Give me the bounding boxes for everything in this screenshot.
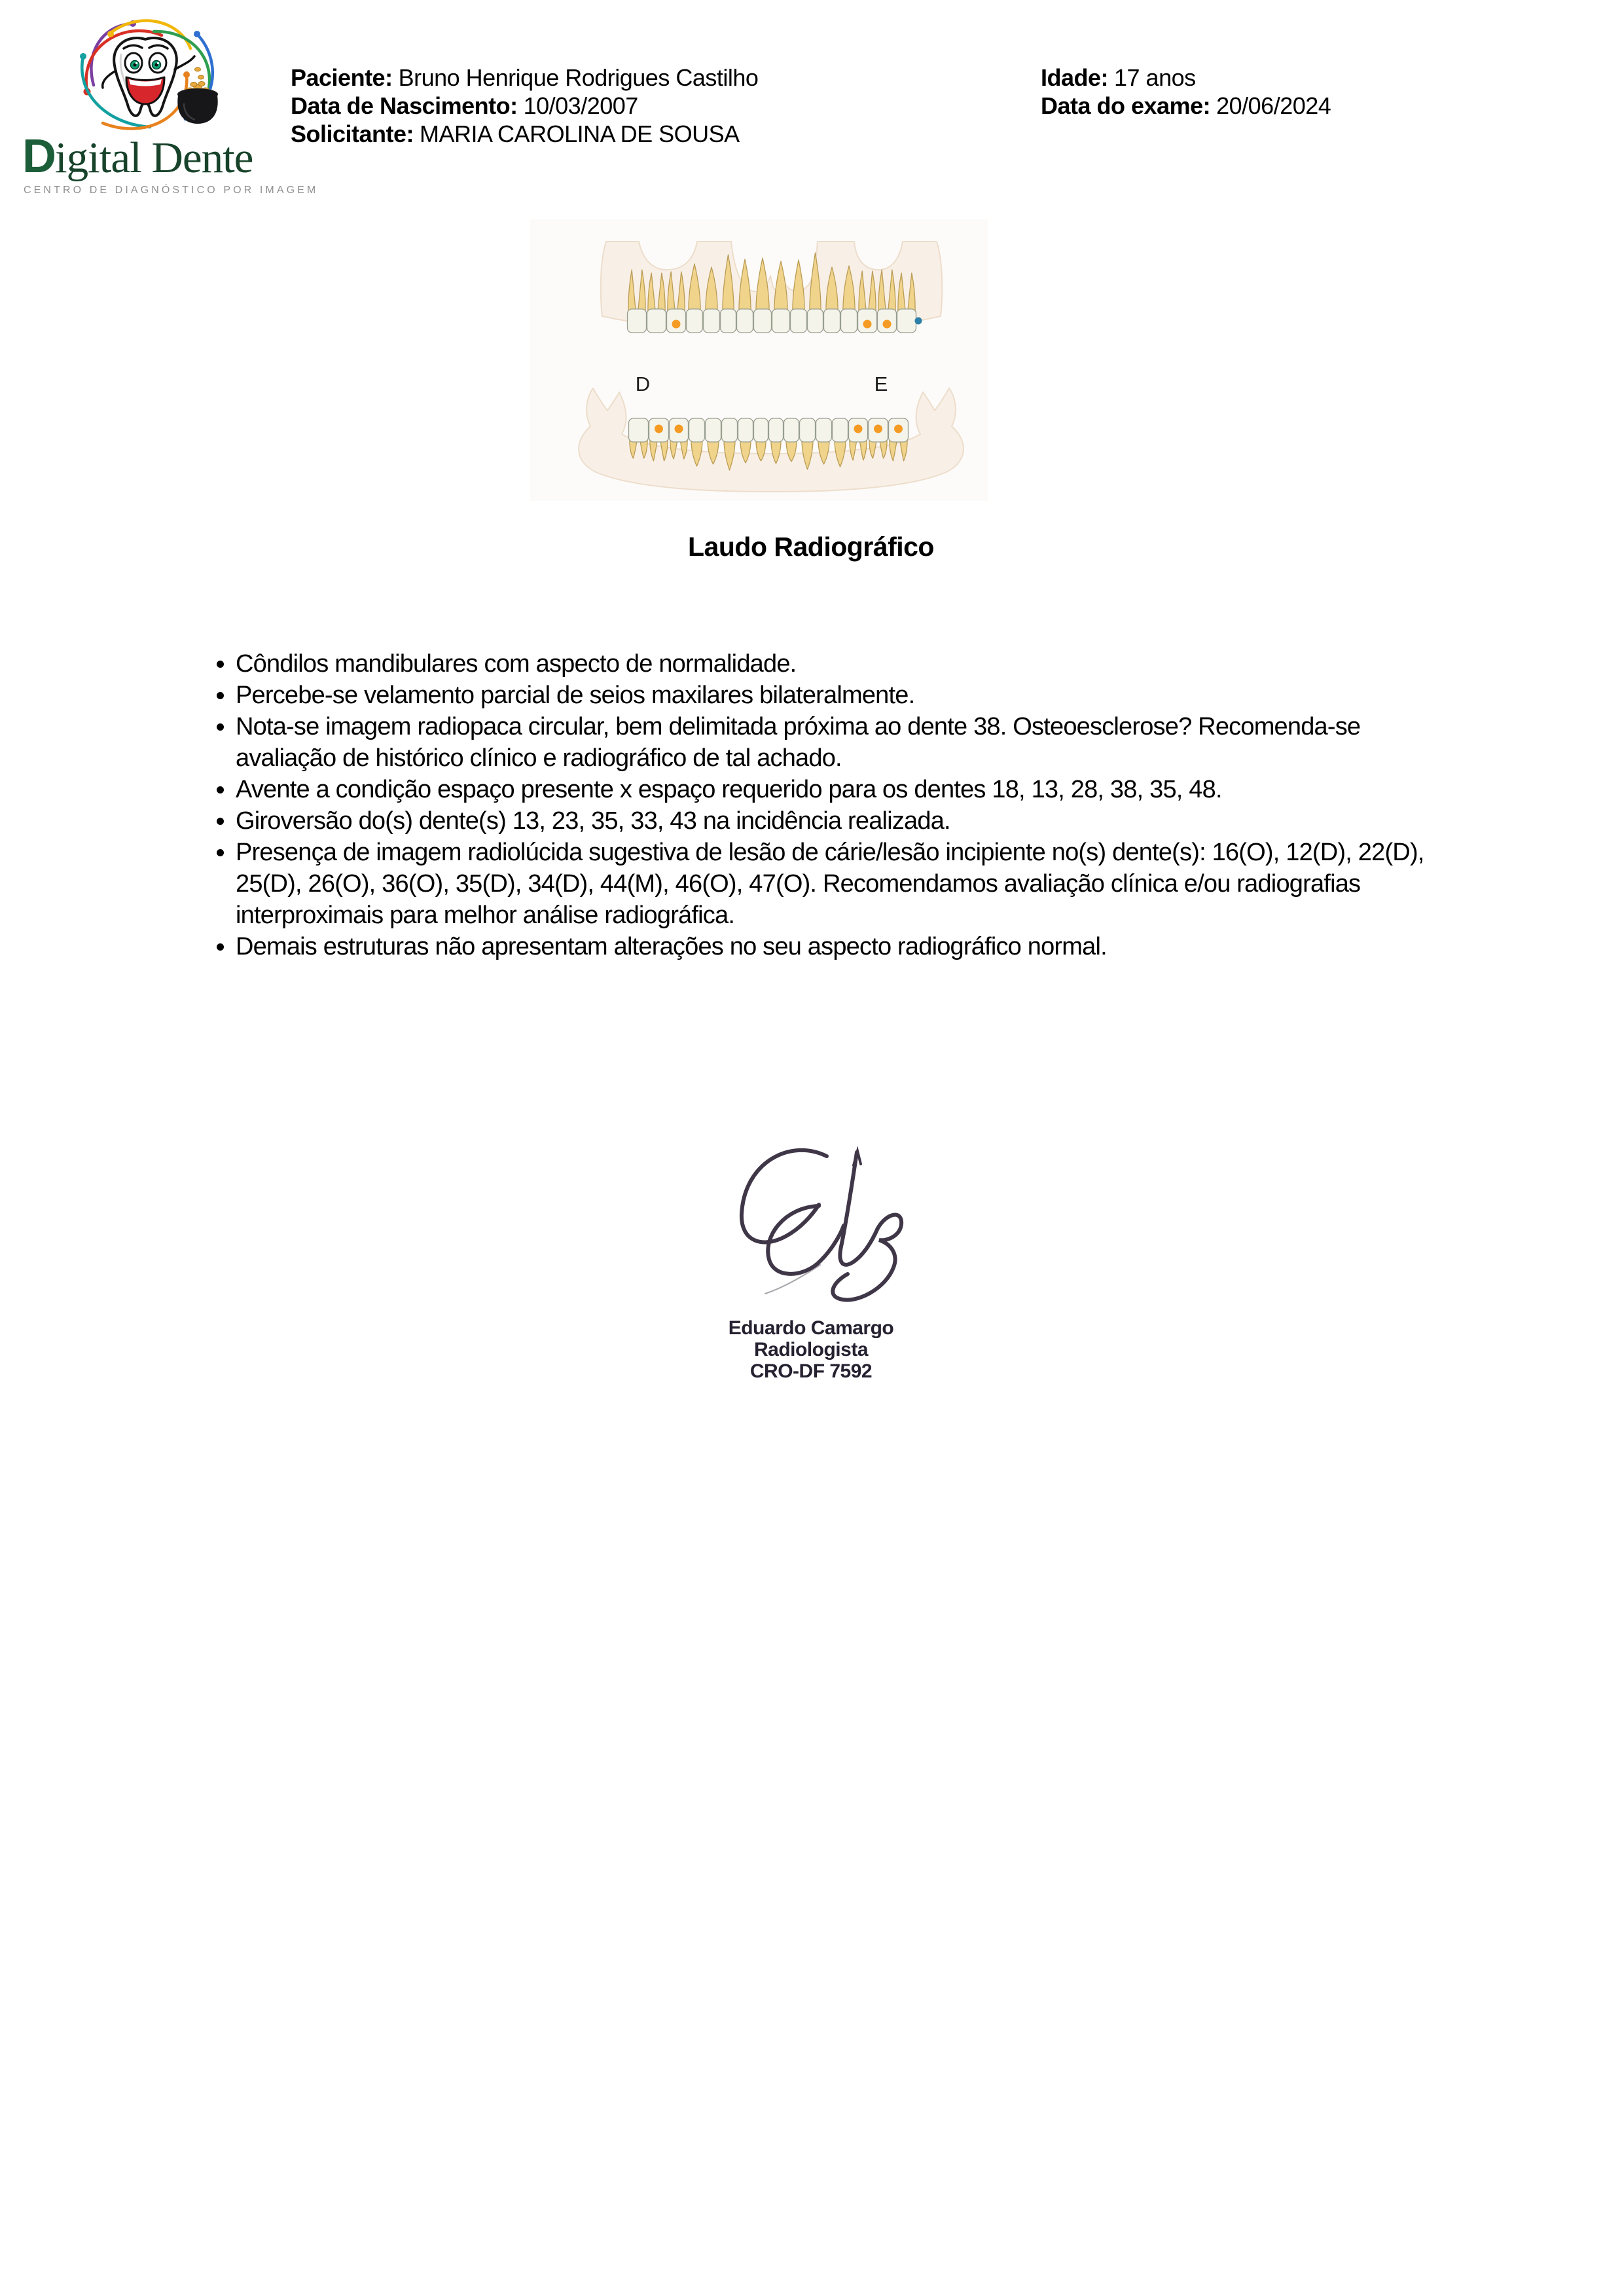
patient-value: Bruno Henrique Rodrigues Castilho — [398, 64, 759, 91]
findings-section — [203, 648, 1433, 962]
caries-mark — [655, 425, 663, 433]
caries-mark — [874, 425, 882, 433]
exam-info — [1041, 64, 1447, 120]
age-label: Idade: — [1041, 64, 1109, 91]
exam-date-value: 20/06/2024 — [1216, 92, 1331, 119]
caries-mark — [672, 320, 681, 329]
finding-item: • Côndilos mandibulares com aspecto de normalidade. — [236, 648, 1433, 680]
finding-item: • Giroversão do(s) dente(s) 13, 23, 35, 33, 43 na incidência realizada. — [236, 805, 1433, 837]
report-title: Laudo Radiográfico — [688, 532, 934, 562]
caries-mark — [894, 425, 903, 433]
findings-list — [203, 648, 1433, 962]
patient-line — [291, 64, 1011, 92]
requester-label: Solicitante: — [291, 120, 414, 147]
finding-item: • Nota-se imagem radiopaca circular, bem delimitada próxima ao dente 38. Osteoesclerose? Recomenda-se avaliação de histórico clínico e radiográfico de tal achado. — [236, 711, 1433, 774]
age-line — [1041, 64, 1447, 92]
upper-tooth — [754, 258, 772, 333]
age-value: 17 anos — [1114, 64, 1196, 91]
tooth-mascot-icon — [69, 14, 223, 136]
upper-tooth — [791, 260, 807, 333]
finding-item: • Presença de imagem radiolúcida sugestiva de lesão de cárie/lesão incipiente no(s) dente(s): 16(O), 12(D), 22(D), 25(D), 26(O), 36(O), 35(D), 34(D), 44(M), 46(O), 47(O). Recomendamos avaliação clínica e/ou radiografias interproximais para melhor análise radiográfica. — [236, 837, 1433, 931]
signer-registration: CRO-DF 7592 — [749, 1360, 873, 1382]
odontogram-svg — [530, 219, 988, 501]
signer-name: Eduardo Camargo — [728, 1317, 894, 1339]
requester-value: MARIA CAROLINA DE SOUSA — [420, 120, 740, 147]
clinic-name — [22, 130, 295, 183]
finding-item: • Avente a condição espaço presente x espaço requerido para os dentes 18, 13, 28, 38, 35, 48. — [236, 774, 1433, 805]
side-label-left: E — [874, 373, 888, 395]
exam-date-line — [1041, 92, 1447, 120]
birth-date-value: 10/03/2007 — [523, 92, 638, 119]
patient-label: Paciente: — [291, 64, 393, 91]
caries-mark — [863, 320, 872, 329]
finding-item: • Demais estruturas não apresentam alterações no seu aspecto radiográfico normal. — [236, 931, 1433, 962]
clinic-name-rest: igital Dente — [55, 134, 253, 182]
requester-line — [291, 120, 1011, 148]
caries-mark — [675, 425, 683, 433]
clinic-tagline: CENTRO DE DIAGNÓSTICO POR IMAGEM — [24, 185, 319, 196]
exam-date-label: Data do exame: — [1041, 92, 1211, 119]
clinic-name-initial: D — [22, 130, 55, 183]
finding-item: • Percebe-se velamento parcial de seios maxilares bilateralmente. — [236, 680, 1433, 711]
note-mark — [915, 318, 922, 325]
birth-date-label: Data de Nascimento: — [291, 92, 518, 119]
signature-block — [631, 1317, 991, 1382]
upper-tooth — [772, 261, 790, 333]
upper-tooth — [737, 259, 753, 333]
patient-info — [291, 64, 1011, 148]
caries-mark — [883, 320, 892, 329]
birth-date-line — [291, 92, 1011, 120]
signature-icon — [722, 1137, 905, 1312]
odontogram-figure — [530, 219, 988, 501]
signer-role: Radiologista — [753, 1339, 868, 1360]
side-label-right: D — [635, 373, 651, 395]
caries-mark — [854, 425, 863, 433]
